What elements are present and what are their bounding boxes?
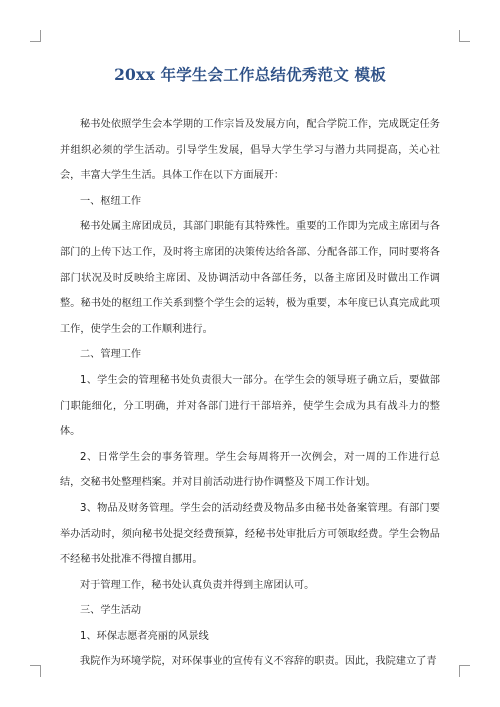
- paragraph-management-1: 1、学生会的管理秘书处负责很大一部分。在学生会的领导班子确立后，要做部门职能细化，分工明确，并对各部门进行干部培养，使学生会成为具有战斗力的整体。: [60, 374, 440, 438]
- paragraph-hub-work: 秘书处属主席团成员，其部门职能有其特殊性。重要的工作即为完成主席团与各部门的上传下达工作，及时将主席团的决策传达给各部、分配各部工作，同时要将各部门状况及时反映给主席团、及协调活动中各部任务，以备主席团及时做出工作调整。秘书处的枢纽工作关系到整个学生会的运转，极为重要，本年度已认真完成此项工作，使学生会的工作顺利进行。: [60, 221, 440, 335]
- section-heading-student-activities: 三、学生活动: [80, 605, 142, 617]
- crop-mark-top-right: [459, 30, 470, 42]
- paragraph-management-3: 3、物品及财务管理。学生会的活动经费及物品多由秘书处备案管理。有部门要举办活动时，须向秘书处提交经费预算，经秘书处审批后方可领取经费。学生会物品不经秘书处批准不得擅自挪用。: [60, 502, 440, 566]
- section-heading-management-work: 二、管理工作: [80, 349, 142, 361]
- section-heading-hub-work: 一、枢纽工作: [80, 195, 142, 207]
- crop-mark-bottom-left: [30, 665, 41, 677]
- crop-mark-bottom-right: [459, 665, 470, 677]
- crop-mark-top-left: [30, 30, 41, 42]
- paragraph-environmental-volunteers: 我院作为环境学院，对环保事业的宣传有义不容辞的职责。因此，我院建立了青: [80, 656, 437, 668]
- document-body: [60, 112, 440, 675]
- subsection-heading-environmental-volunteers: 1、环保志愿者亮丽的风景线: [80, 630, 209, 642]
- paragraph-intro: 秘书处依照学生会本学期的工作宗旨及发展方向，配合学院工作，完成既定任务并组织必须的学生活动。引导学生发展，倡导大学生学习与潜力共同提高，关心社会，丰富大学生生活。具体工作在以下方面展开：: [60, 119, 440, 182]
- paragraph-management-summary: 对于管理工作，秘书处认真负责并得到主席团认可。: [80, 579, 315, 591]
- document-title: 20xx 年学生会工作总结优秀范文 模板: [114, 65, 386, 84]
- paragraph-management-2: 2、日常学生会的事务管理。学生会每周将开一次例会，对一周的工作进行总结，交秘书处整理档案。并对目前活动进行协作调整及下周工作计划。: [60, 451, 440, 489]
